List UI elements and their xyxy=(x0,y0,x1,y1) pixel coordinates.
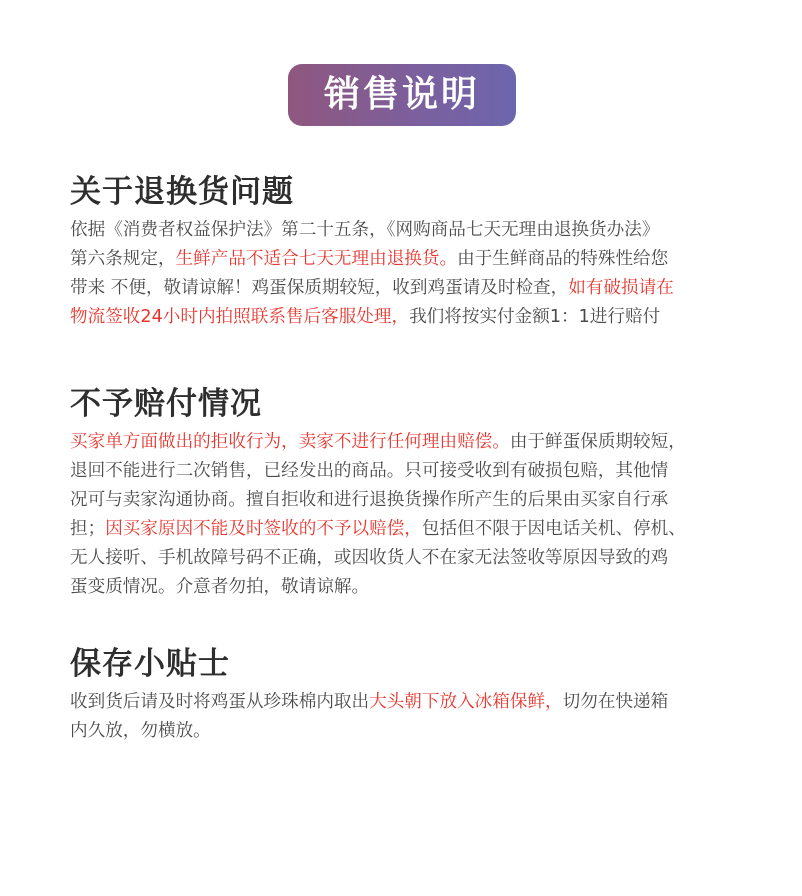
text-line xyxy=(70,688,750,717)
text-run: 收到货后请及时将鸡蛋从珍珠棉内取出 xyxy=(70,692,370,712)
highlight-text: 生鲜产品不适合七天无理由退换货。 xyxy=(175,249,458,269)
text-line xyxy=(70,274,750,303)
section-body xyxy=(70,428,750,602)
highlight-text: 买家单方面做出的拒收行为，卖家不进行任何理由赔偿。 xyxy=(70,432,510,452)
text-run: 我们将按实付金额1：1进行赔付 xyxy=(409,307,661,327)
section-heading: 保存小贴士 xyxy=(70,646,230,682)
section-storage-tips xyxy=(70,644,750,746)
text-run: 内久放，勿横放。 xyxy=(70,721,211,741)
section-no-compensation xyxy=(70,384,750,602)
text-line xyxy=(70,515,750,544)
text-run: 由于生鲜商品的特殊性给您 xyxy=(457,249,669,269)
text-line xyxy=(70,573,750,602)
text-line xyxy=(70,245,750,274)
text-run: 况可与卖家沟通协商。擅自拒收和进行退换货操作所产生的后果由买家自行承 xyxy=(70,490,669,510)
text-line xyxy=(70,717,750,746)
text-run: 依据《消费者权益保护法》第二十五条，《网购商品七天无理由退换货办法》 xyxy=(70,220,660,240)
section-returns xyxy=(70,172,750,332)
text-run: 带来 不便，敬请谅解！鸡蛋保质期较短，收到鸡蛋请及时检查， xyxy=(70,278,569,298)
highlight-text: 因买家原因不能及时签收的不予以赔偿， xyxy=(105,519,422,539)
text-line xyxy=(70,486,750,515)
text-run: 由于鲜蛋保质期较短， xyxy=(509,432,686,452)
section-heading: 关于退换货问题 xyxy=(70,174,294,210)
text-run: 包括但不限于因电话关机、停机、 xyxy=(421,519,686,539)
highlight-text: 如有破损请在 xyxy=(568,278,674,298)
text-run: 无人接听、手机故障号码不正确，或因收货人不在家无法签收等原因导致的鸡 xyxy=(70,548,669,568)
text-run: 切勿在快递箱 xyxy=(562,692,669,712)
section-heading: 不予赔付情况 xyxy=(70,386,262,422)
text-line xyxy=(70,428,750,457)
text-run: 蛋变质情况。介意者勿拍，敬请谅解。 xyxy=(70,577,370,597)
text-line xyxy=(70,544,750,573)
section-body xyxy=(70,688,750,746)
text-run: 第六条规定， xyxy=(70,249,176,269)
text-run: 担； xyxy=(70,519,106,539)
section-body xyxy=(70,216,750,332)
text-line xyxy=(70,303,750,332)
highlight-text: 物流签收24小时内拍照联系售后客服处理， xyxy=(70,307,410,327)
page-title-badge: 销售说明 xyxy=(288,64,516,126)
text-line xyxy=(70,457,750,486)
text-run: 退回不能进行二次销售，已经发出的商品。只可接受收到有破损包赔，其他情 xyxy=(70,461,669,481)
text-line xyxy=(70,216,750,245)
highlight-text: 大头朝下放入冰箱保鲜， xyxy=(369,692,563,712)
